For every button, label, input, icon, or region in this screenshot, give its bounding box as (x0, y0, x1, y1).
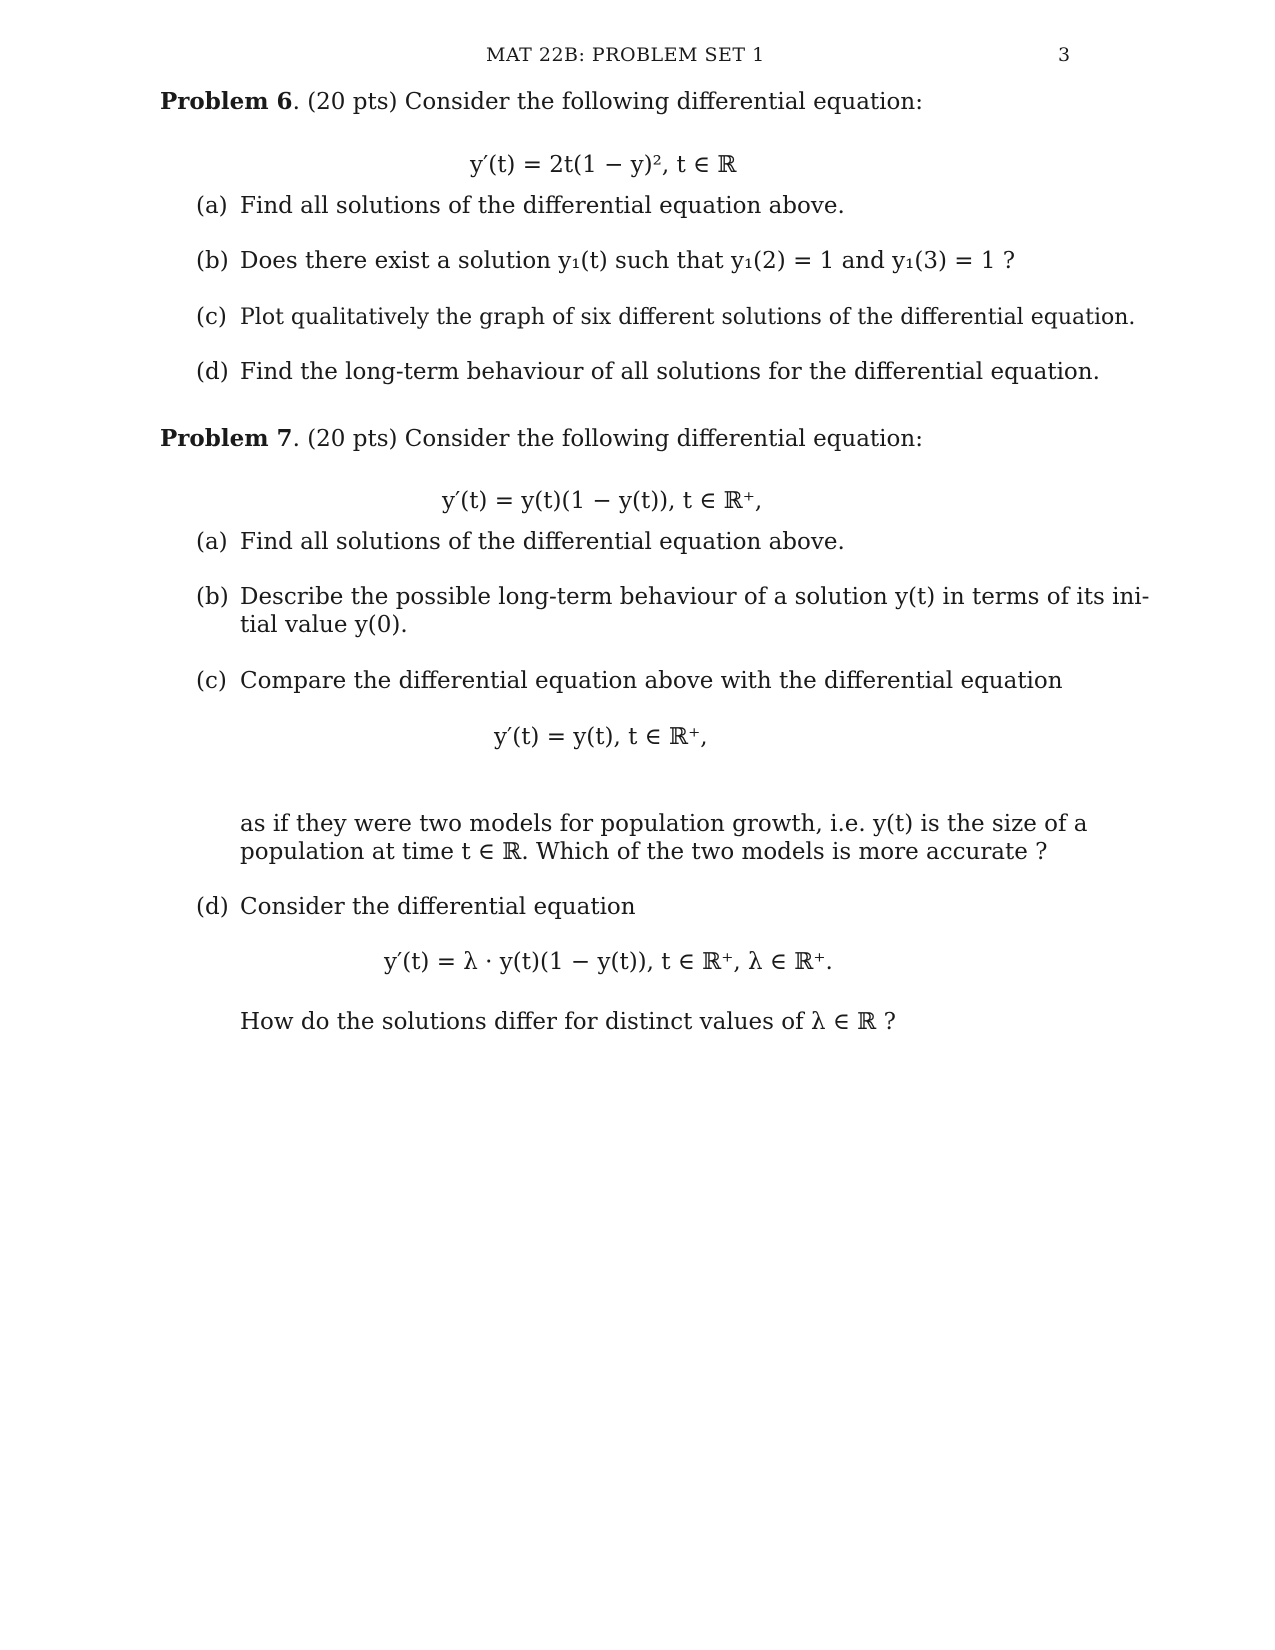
problem-6-part-a: (a) Find all solutions of the differential equation above. (196, 193, 845, 219)
problem-7-part-c-followup-line2: population at time t ∈ ℝ. Which of the two models is more accurate ? (240, 839, 1048, 865)
problem-7-part-c-equation: y′(t) = y(t), t ∈ ℝ⁺, (494, 724, 708, 750)
problem-6-points: (20 pts) (307, 89, 398, 115)
problem-7-heading: Problem 7. (20 pts) Consider the following differential equation: (160, 425, 923, 452)
problem-7-points: (20 pts) (307, 426, 398, 452)
problem-7-part-d: (d) Consider the differential equation (196, 894, 636, 920)
problem-6-heading: Problem 6. (20 pts) Consider the following differential equation: (160, 88, 923, 115)
problem-7-part-d-followup: How do the solutions differ for distinct values of λ ∈ ℝ ? (240, 1009, 896, 1035)
problem-7-part-d-equation: y′(t) = λ · y(t)(1 − y(t)), t ∈ ℝ⁺, λ ∈ ℝ⁺. (384, 949, 833, 975)
problem-7-part-c-followup-line1: as if they were two models for population growth, i.e. y(t) is the size of a (240, 811, 1088, 837)
problem-7-part-b: (b) Describe the possible long-term behaviour of a solution y(t) in terms of its ini- (196, 584, 1150, 610)
problem-7-part-a: (a) Find all solutions of the differential equation above. (196, 529, 845, 555)
problem-6-part-c: (c) Plot qualitatively the graph of six different solutions of the differential equation. (196, 304, 1136, 330)
page-number: 3 (1058, 44, 1071, 66)
problem-7-part-c: (c) Compare the differential equation above with the differential equation (196, 668, 1063, 694)
problem-6-equation: y′(t) = 2t(1 − y)², t ∈ ℝ (470, 152, 737, 178)
problem-6-part-b: (b) Does there exist a solution y₁(t) such that y₁(2) = 1 and y₁(3) = 1 ? (196, 248, 1016, 274)
problem-7-label: Problem 7 (160, 425, 293, 452)
problem-6-intro: Consider the following differential equation: (404, 89, 923, 115)
problem-7-part-b-line2: tial value y(0). (240, 612, 408, 638)
problem-6-label: Problem 6 (160, 88, 293, 115)
problem-7-equation: y′(t) = y(t)(1 − y(t)), t ∈ ℝ⁺, (442, 488, 763, 514)
running-title: MAT 22B: PROBLEM SET 1 (486, 44, 765, 66)
problem-6-part-d: (d) Find the long-term behaviour of all solutions for the differential equation. (196, 359, 1100, 385)
problem-7-intro: Consider the following differential equation: (404, 426, 923, 452)
